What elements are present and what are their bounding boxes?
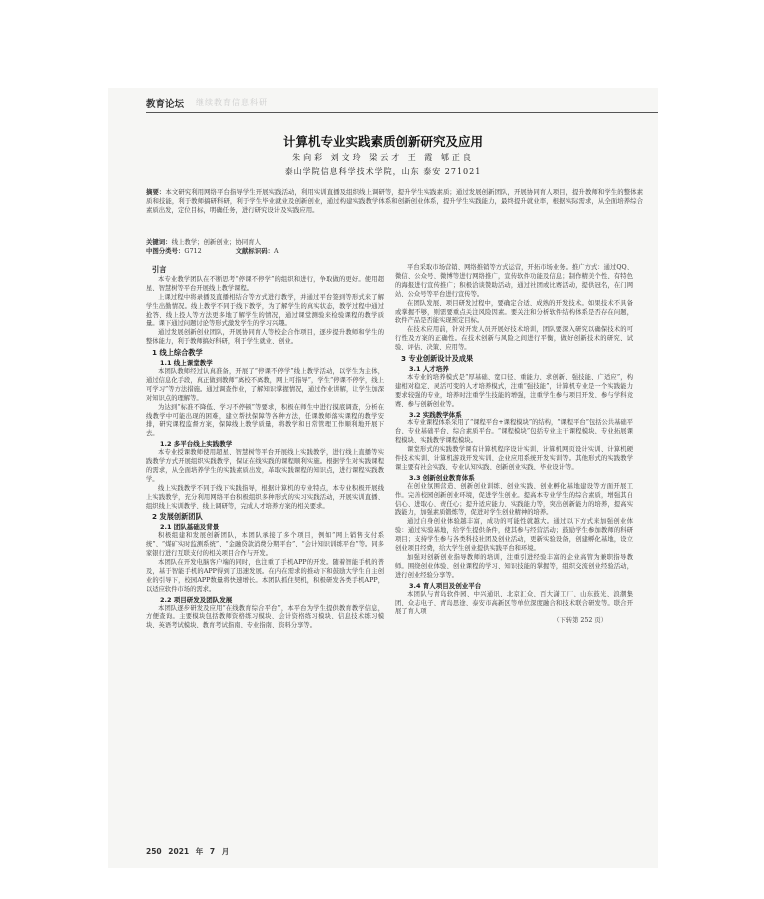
paper-title: 计算机专业实践素质创新研究及应用 bbox=[282, 134, 483, 149]
left-column bbox=[146, 264, 384, 631]
paragraph: 加强对创新创业指导教师的培训，注重引进经验丰富的企业高管为兼职指导教师。围绕创业体验、创业课程的学习、知识技能的掌握等，组织交流创业经验活动，进行创业经验分享等。 bbox=[395, 554, 633, 579]
subsection-heading: 3.2 实践教学体系 bbox=[409, 410, 462, 419]
subsection-heading: 2.2 项目研发及团队发展 bbox=[160, 595, 233, 604]
subsection-heading: 3.3 创新创业教育体系 bbox=[409, 473, 475, 482]
paragraph: 在创业氛围营造、创新创业训练、创业实践、创业孵化基地建设等方面开展工作。完善校园创新创业环境，促进学生创业。提高本专业学生的综合素质，增强其自信心、进取心、责任心；提升适应能力、实践能力等，突出创新能力的培养，提高实践能力，加强素质锻炼等，促进对学生创业精神的培养。 bbox=[395, 482, 633, 517]
keywords-label: 关键词： bbox=[146, 238, 172, 246]
issue-date: 2021 年 7 月 bbox=[168, 847, 230, 856]
paragraph: 本专业课程体系采用了“课程平台+课程模块”的结构，“课程平台”包括公共基础平台、专业基础平台、综合素质平台。“课程模块”包括专业主干课程模块、专业拓展课程模块、实践教学课程模块。 bbox=[395, 419, 633, 445]
journal-section-tag: 教育论坛 bbox=[146, 99, 185, 110]
subsection-heading: 1.2 多平台线上实践教学 bbox=[160, 440, 233, 449]
running-header bbox=[108, 96, 658, 112]
paragraph: 本团队逐步研发及应用“在线教育综合平台”，本平台为学生提供教育教学信息，方便查询。主要模块包括教师资格练习模块、会计资格练习模块、信息技术练习模块、英语考试模块、教育考试指南、专业指南、资料分享等。 bbox=[146, 604, 384, 630]
section-heading: 引言 bbox=[152, 265, 167, 274]
header-rule bbox=[146, 112, 658, 113]
right-column bbox=[395, 264, 633, 626]
paragraph: 通过自身创业体验越丰富，成功的可能性就越大。通过以下方式来加强创业体验：通过实验基地，给学生提供条件，使其参与经营活动；鼓励学生参加教师的科研项目；支持学生参与各类科技社团及创业活动，更新实验设备，创建孵化基地，设立创业项目经费，给大学生创业提供实践平台和环境。 bbox=[395, 518, 633, 553]
subsection-heading: 3.4 育人项目及创业平台 bbox=[409, 581, 482, 590]
paragraph: 本团队与青岛软件园、中兴通讯、北京汇众、百大潇工厂、山东鼓光、浪潮集团、众志电子、青岛思途、泰安市高新区等单位深度融合和技术联合研发等。联合开展了育人项 bbox=[395, 590, 633, 616]
clc-value: G712 bbox=[184, 247, 202, 255]
paragraph: 本专业教学团队在不断思考“停课不停学”的组织和进行，争取做的更好。使用超星、智慧树等平台开展线上教学课程。 bbox=[146, 275, 384, 292]
paper-affiliation: 泰山学院信息科学技术学院，山东 泰安 271021 bbox=[284, 167, 482, 176]
abstract bbox=[146, 188, 643, 215]
paragraph: 在团队发展、项目研发过程中，要确定合适、成熟的开发技术。如果技术不具备或掌握不够，则需要重点关注风险因素。要关注和分析软件结构体系是否存在问题，软件产品是否能实现预定目标。 bbox=[395, 299, 633, 325]
journal-section-subtag: 继续教育信息科研 bbox=[196, 98, 268, 107]
paragraph: 线上实践教学不同于线下实践指导，根据计算机的专业特点，本专业积极开展线上实践教学，充分利用网络平台积极组织多种形式的实习实践活动，开展实训直播、组织线上实训教学、线上调研等，完成人才培养方案的相关要求。 bbox=[146, 484, 384, 510]
paragraph: 平台采取市场营销、网络推销等方式运营，开拓市场业务。推广方式：通过QQ、微信、公众号、微博等进行网络推广，宣传软件功能及信息；制作精美个性、有特色的海报进行宣传推广；积极洽谈赞助活动，通过社团或比赛活动，提供冠名，在门网站、公众号等平台进行宣传等。 bbox=[395, 264, 633, 298]
journal-page bbox=[108, 88, 658, 868]
paragraph: 本专业的培养模式是“厚基础、宽口径、重能力、求创新、强技能、广适应”，构建相对稳定、灵活可变的人才培养模式，注重“强技能”，计算机专业是一个实践能力要求较强的专业，培养时注重学生技能的增强，注重学生参与项目开发、参与学科竞赛、参与创新创业等。 bbox=[395, 373, 633, 408]
paragraph: 在技术应用前，针对开发人员开展好技术培训，团队要深入研究以确保技术的可行性及方案的正确性。在技术创新与风险之间进行平衡，做好创新技术的研究、试验、评估、决策、应用等。 bbox=[395, 326, 633, 352]
paragraph: 本团队在开发电脑客户端的同时，也注重了手机APP的开发。随着智能手机的普及，基于智能手机的APP得到了迅速发展。在内在需求的推动下和鼓励大学生自主创业的引导下，校园APP数量将快速增长。本团队抓住契机，积极研发各类手机APP，以适应软件市场的需求。 bbox=[146, 559, 384, 593]
paragraph: 上课过程中将录播及直播相结合等方式进行教学，并通过平台签到等形式来了解学生出勤情况。线上教学不同于线下教学，为了解学生的真实状态，教学过程中通过抢答、线上投人等方法更多地了解学生的情况，通过课堂测验来检验课程的教学质量。课下通过问题讨论等形式激发学生的学习兴趣。 bbox=[146, 293, 384, 328]
page-footer bbox=[146, 846, 229, 857]
doc-code-value: A bbox=[274, 247, 279, 255]
paragraph: 本团队教师经过认真准备，开展了“停课不停学”线上教学活动，以学生为主体，通过信息化手段，真正做到教师“离校不离教，网上可指导”，学生“停课不停学，线上可学习”等方法措施。通过调查作业，了解知识掌握情况，通过作业讲解，让学生加深对知识点的理解等。 bbox=[146, 367, 384, 402]
section-heading: 2 发展创新团队 bbox=[152, 512, 203, 522]
paper-authors: 朱向彩 刘文玲 梁云才 王 霞 郇正良 bbox=[292, 153, 474, 162]
page-number: 250 bbox=[146, 847, 162, 856]
classification bbox=[146, 247, 643, 256]
paragraph: 积极组建和发展创新团队，本团队承接了多个项目，例如“网上销售支付系统”、“煤矿实时监测系统”、“金融贷款消费分期平台”、“会计知识训练平台”等。同多家银行进行互联支付的相关项目合作与开发。 bbox=[146, 532, 384, 558]
clc-label: 中图分类号： bbox=[146, 247, 185, 255]
doc-code-label: 文献标识码： bbox=[235, 247, 274, 255]
keywords bbox=[146, 238, 643, 247]
continued-note: （下转第 252 页） bbox=[553, 617, 607, 625]
paragraph: 通过发展创新创业团队，开展协同育人等校企合作项目，逐步提升教师和学生的整体能力，利于教师搞好科研，利于学生就业、创业。 bbox=[146, 329, 384, 346]
subsection-heading: 1.1 线上课堂教学 bbox=[160, 359, 213, 368]
paragraph: 课堂形式的实践教学课有计算机程序设计实训、计算机网页设计实训、计算机硬件技术实训、计算机游戏开发实训、企业应用系统开发实训等。其他形式的实践教学课主要有社会实践、专业认知实践、创新创业实践、毕业设计等。 bbox=[395, 446, 633, 471]
paragraph: 为达到“标准不降低、学习不停顿”等要求，积极在师生中进行摸底调查，分析在线教学中可能出现的困难，建立帮扶保障等各种方法，任课教师落实课程的教学安排，研究课程监督方案，保障线上教学质量，将教学和日常管理工作顺利地开展下去。 bbox=[146, 403, 384, 438]
section-heading: 1 线上综合教学 bbox=[152, 348, 203, 358]
abstract-label: 摘要： bbox=[146, 188, 166, 196]
paragraph: 本专业授课教师使用超星、智慧树等平台开展线上实践教学，进行线上直播等实践教学方式开展组织实践教学，保证在线实践的课程顺利实施。根据学生对实践课程的需求，从全面培养学生的实践素质出发，革取实践课程的知识点，进行课程实践教学。 bbox=[146, 449, 384, 483]
keywords-text: 线上教学；创新创业；协同育人 bbox=[171, 238, 262, 246]
subsection-heading: 3.1 人才培养 bbox=[409, 364, 449, 373]
section-heading: 3 专业创新设计及成果 bbox=[401, 354, 474, 364]
abstract-text: 本文研究利用网络平台指导学生开展实践活动，利用实训直播及组织线上调研等，提升学生实践素质；通过发展创新团队，开展协同育人项目，提升教师和学生的整体素质和技能，利于教师搞研科研，利于学生毕业就业及创新创业，通过构建实践教学体系和创新创业体系，提升学生实践能力，最终提升就业率，根据实际需求，从全面培养综合素质出发，定位目标，明确任务，进行研究设计及实践应用。 bbox=[146, 188, 644, 214]
subsection-heading: 2.1 团队基础及背景 bbox=[160, 523, 220, 532]
